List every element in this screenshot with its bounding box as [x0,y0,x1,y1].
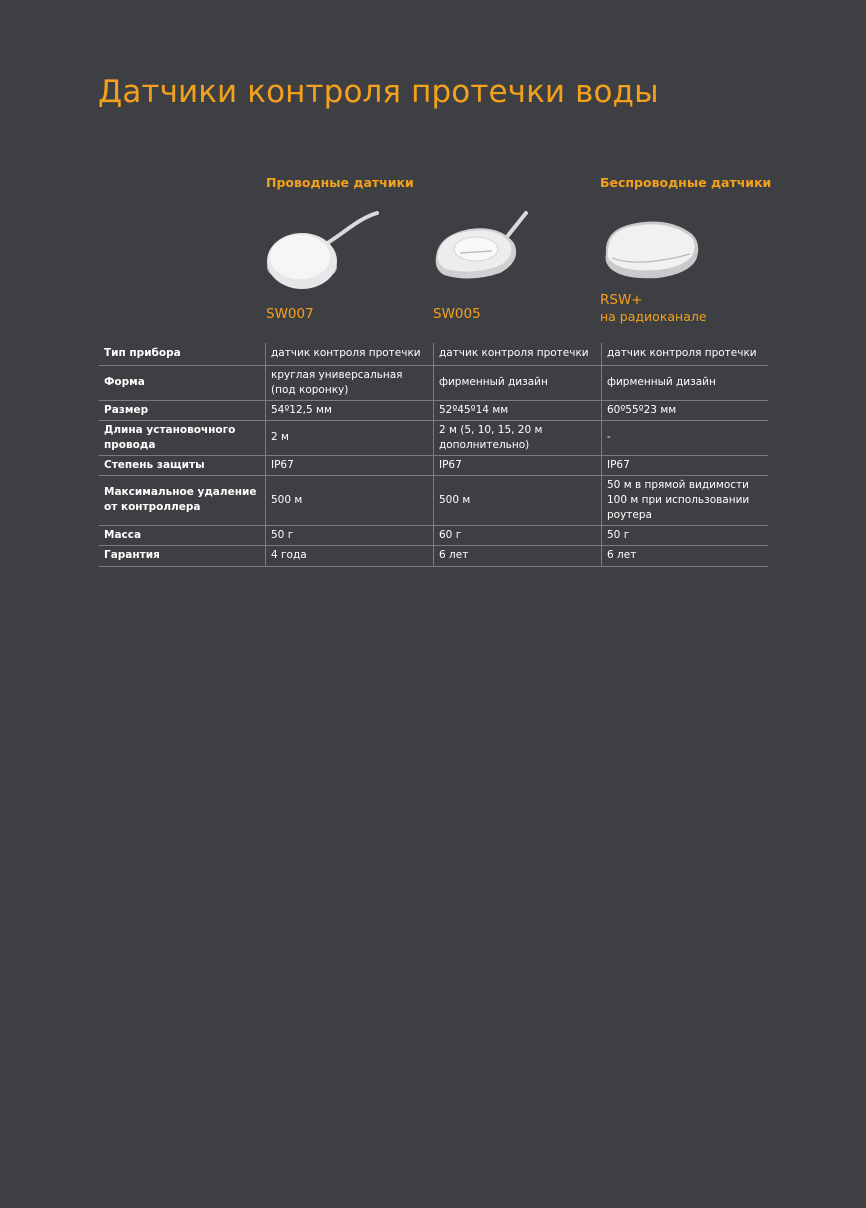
model-rsw-plus-subtitle: на радиоканале [600,309,707,324]
table-row [99,420,768,455]
table-row [99,525,768,545]
cell-sw005: 2 м (5, 10, 15, 20 м дополнительно) [434,420,602,455]
round-sensor-image [262,205,382,295]
table-row [99,365,768,400]
cell-sw007: IP67 [266,455,434,475]
cell-rsw: - [602,420,769,455]
row-label: Масса [99,525,266,545]
cell-sw005: IP67 [434,455,602,475]
cell-sw005: 52º45º14 мм [434,400,602,420]
cell-sw007: 4 года [266,545,434,566]
cell-rsw: фирменный дизайн [602,365,769,400]
row-label: Максимальное удаление от контроллера [99,475,266,525]
cell-sw007: датчик контроля протечки [266,343,434,365]
model-sw007: SW007 [266,306,314,322]
row-label: Степень защиты [99,455,266,475]
table-row [99,545,768,566]
cell-rsw: 6 лет [602,545,769,566]
page-title: Датчики контроля протечки воды [98,74,659,110]
row-label: Гарантия [99,545,266,566]
cell-sw005: 500 м [434,475,602,525]
model-rsw-plus: RSW+ [600,292,643,308]
cell-sw005: 6 лет [434,545,602,566]
wireless-sensor-image [598,208,708,288]
cell-sw007: круглая универсальная (под коронку) [266,365,434,400]
cell-sw007: 54º12,5 мм [266,400,434,420]
cell-sw005: 60 г [434,525,602,545]
cell-rsw: 50 м в прямой видимости 100 м при использовании роутера [602,475,769,525]
wireless-group-label: Беспроводные датчики [600,175,772,190]
table-row [99,400,768,420]
table-row [99,455,768,475]
branded-sensor-image [430,205,540,295]
wired-group-label: Проводные датчики [266,175,414,190]
row-label: Тип прибора [99,343,266,365]
row-label: Длина установочного провода [99,420,266,455]
row-label: Форма [99,365,266,400]
cell-sw007: 50 г [266,525,434,545]
cell-rsw: 60º55º23 мм [602,400,769,420]
row-label: Размер [99,400,266,420]
cell-sw005: датчик контроля протечки [434,343,602,365]
cell-rsw: IP67 [602,455,769,475]
cell-rsw: 50 г [602,525,769,545]
cell-sw007: 500 м [266,475,434,525]
table-row [99,475,768,525]
spec-table [99,343,768,567]
cell-sw007: 2 м [266,420,434,455]
cell-rsw: датчик контроля протечки [602,343,769,365]
model-sw005: SW005 [433,306,481,322]
cell-sw005: фирменный дизайн [434,365,602,400]
table-row [99,343,768,365]
